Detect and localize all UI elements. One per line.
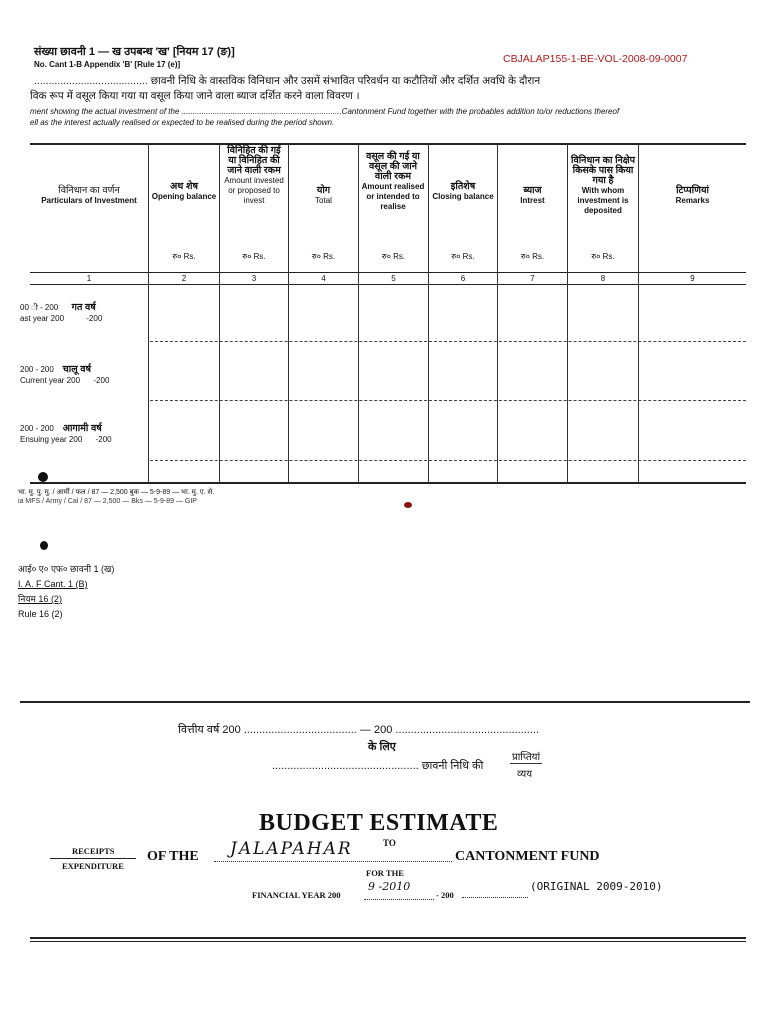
cover-bottom-rule-inner (30, 941, 746, 942)
row-label-ensuing-year: 200 - 200 आगामी वर्ष Ensuing year 200 -200 (20, 423, 112, 444)
column-unit: रु० Rs. (520, 252, 545, 261)
column-number: 4 (321, 274, 326, 283)
column-unit: रु० Rs. (591, 252, 615, 261)
column-unit: रु० Rs. (172, 252, 196, 261)
financial-year-label: FINANCIAL YEAR 200 (252, 890, 341, 900)
receipts-label: RECEIPTS (72, 846, 115, 856)
hindi-description-line-1: ....................................... छावनी निधि के वास्तविक विनिधान और उसमें संभावित परिवर्धन या कटौतियों और दर्शित अवधि के दौरान (34, 75, 541, 87)
column-number: 2 (181, 274, 187, 283)
ref-hindi: आई० ए० एफ० छावनी 1 (ख) (18, 564, 115, 574)
column-number: 3 (251, 274, 257, 283)
column-header-remarks: टिप्पणियां Remarks (675, 185, 710, 205)
column-number: 6 (460, 274, 466, 283)
hindi-form-title: संख्या छावनी 1 — ख उपबन्ध 'ख' [नियम 17 (ङ)] (34, 46, 235, 58)
english-description-line-2: ell as the interest actually realised or expected to be realised during the period shown. (30, 118, 335, 127)
column-number: 8 (600, 274, 606, 283)
column-header-opening-balance: अथ शेष Opening balance (151, 181, 217, 201)
hindi-description-line-2: विक रूप में वसूल किया गया या वसूल किया जाने वाला ब्याज दर्शित करने वाला विवरण । (30, 90, 360, 102)
column-number: 7 (530, 274, 535, 283)
column-header-deposited-with: विनिधान का निक्षेप किसके पास किया गया है With whom investment is deposited (570, 155, 636, 215)
row-label-current-year: 200 - 200 चालू वर्ष Current year 200 -200 (20, 364, 110, 385)
column-number: 9 (690, 274, 695, 283)
cover-bottom-rule (30, 937, 746, 939)
column-divider (219, 144, 220, 482)
row-divider (150, 341, 746, 342)
scan-speck (38, 472, 48, 482)
column-number: 1 (86, 274, 92, 283)
rule-english: Rule 16 (2) (18, 609, 63, 619)
column-header-amount-realised: वसूल की गई या वसूल की जाने वाली रकम Amount realised or intended to realise (361, 151, 425, 211)
printer-imprint-hindi: भा. मु. पु. मु. / आर्मी / फल / 87 — 2,500 बुक — 5-9-89 — भा. मु. ए. से. (18, 489, 215, 496)
column-unit: रु० Rs. (451, 252, 475, 261)
column-header-interest: ब्याज Intrest (520, 185, 545, 205)
column-divider (567, 144, 568, 482)
column-header-total: योग Total (315, 185, 332, 205)
to-label: TO (383, 838, 396, 848)
column-number: 5 (391, 274, 396, 283)
of-the-label: OF THE (147, 849, 199, 864)
budget-estimate-title: BUDGET ESTIMATE (259, 810, 499, 836)
ref-english: I. A. F Cant. 1 (B) (18, 579, 88, 589)
financial-year-end-field (462, 897, 528, 898)
form-reference-block (18, 562, 114, 622)
ke-liye: के लिए (368, 741, 396, 753)
rule-hindi: नियम 16 (2) (18, 594, 62, 604)
financial-year-hindi: वित्तीय वर्ष 200 ..................................... — 200 ............................................... (178, 724, 540, 736)
receipts-hindi: प्राप्तियां (510, 749, 542, 764)
row-label-last-year: 00 ी - 200 गत वर्ष ast year 200 -200 (20, 302, 103, 323)
printer-imprint-english: ia MFS / Army / Cal / 87 — 2,500 — Bks — 5-9-89 — GIP (18, 498, 197, 505)
expenditure-hindi: व्यय (517, 769, 533, 780)
cover-top-rule (20, 701, 750, 703)
financial-year-value: 9 -2010 (368, 880, 411, 893)
scan-speck (40, 541, 48, 550)
column-unit: रु० Rs. (381, 252, 406, 261)
row-divider (150, 460, 746, 461)
column-header-closing-balance: इतिशेष Closing balance (432, 181, 494, 201)
table-bottom-rule (30, 482, 746, 484)
row-divider (150, 400, 746, 401)
column-unit: रु० Rs. (242, 252, 266, 261)
station-name: JALAPAHAR (230, 839, 353, 859)
financial-year-separator: - 200 (436, 890, 454, 900)
english-description-line-1: ment showing the actual investment of the ........................................................................Cantonment Fund together with the probables addition to/or reductions thereof (30, 107, 620, 116)
station-field (214, 839, 452, 862)
receipts-expenditure-divider (50, 858, 136, 859)
expenditure-label: EXPENDITURE (62, 861, 124, 871)
financial-year-field (364, 880, 434, 900)
reference-code: CBJALAP155-1-BE-VOL-2008-09-0007 (503, 53, 688, 65)
column-header-amount-invested: विनिहित की गई या विनिहित की जाने वाली रकम Amount invested or proposed to invest (224, 145, 284, 205)
column-divider (358, 144, 359, 482)
chhavni-nidhi-line: ................................................ छावनी निधि की (272, 760, 484, 772)
scan-speck (404, 502, 412, 508)
column-unit: रु० Rs. (311, 252, 336, 261)
column-header-particulars: विनिधान का वर्णन Particulars of Investment (41, 185, 137, 205)
original-stamp: (ORIGINAL 2009-2010) (530, 880, 663, 893)
for-the-label: FOR THE (366, 868, 404, 878)
cantonment-fund-label: CANTONMENT FUND (455, 849, 600, 864)
form-number: No. Cant 1-B Appendix 'B' [Rule 17 (e)] (34, 60, 181, 69)
